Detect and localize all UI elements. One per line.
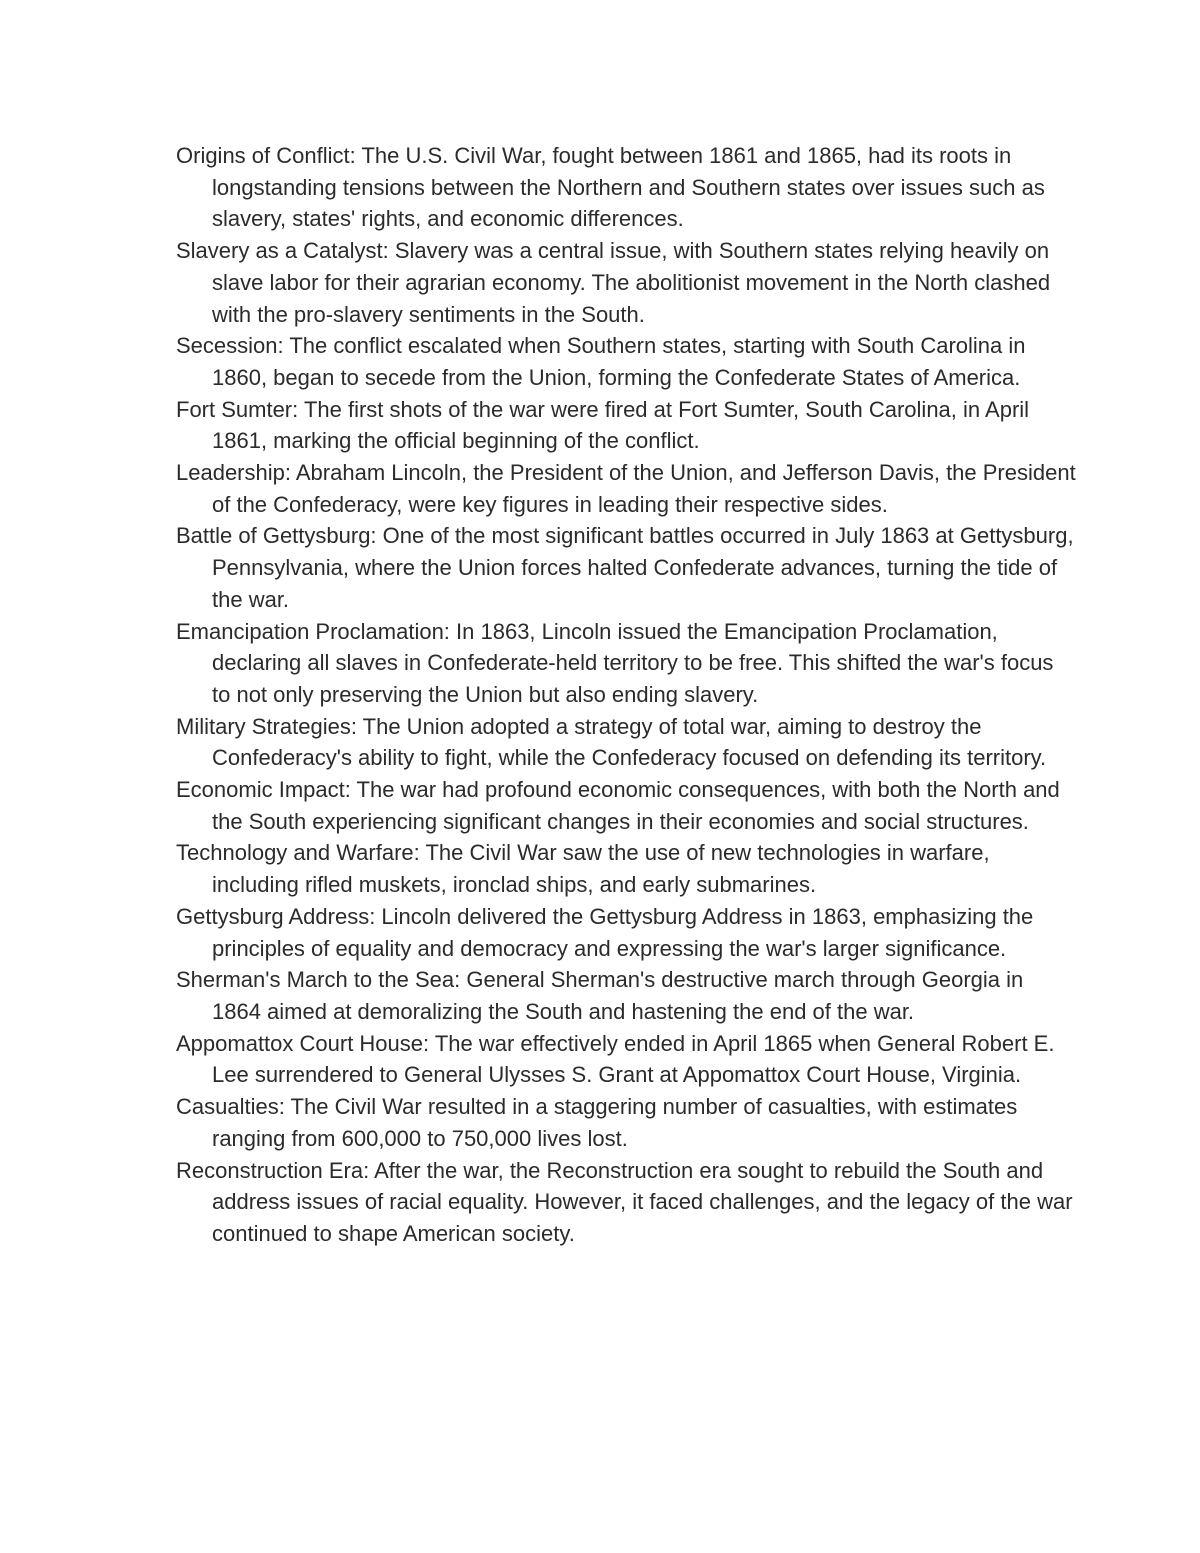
paragraph-shermans-march: Sherman's March to the Sea: General Sherman's destructive march through Georgia in 1864 aimed at demoralizing the South and hastening the end of the war.: [176, 967, 1024, 1024]
paragraph-technology-and-warfare: Technology and Warfare: The Civil War saw the use of new technologies in warfare, including rifled muskets, ironclad ships, and early submarines.: [176, 840, 990, 898]
paragraph-fort-sumter: Fort Sumter: The first shots of the war were fired at Fort Sumter, South Carolina, in April 1861, marking the official beginning of the conflict.: [176, 396, 1030, 454]
paragraph-casualties: Casualties: The Civil War resulted in a staggering number of casualties, with estimates ranging from 600,000 to 750,000 lives lost.: [176, 1094, 1018, 1151]
paragraph-economic-impact: Economic Impact: The war had profound economic consequences, with both the North and the South experiencing significant changes in their economies and social structures.: [176, 777, 1060, 834]
document-body: [176, 140, 1076, 1250]
paragraph-military-strategies: Military Strategies: The Union adopted a strategy of total war, aiming to destroy the Confederacy's ability to fight, while the Confederacy focused on defending its territory.: [176, 713, 1047, 771]
paragraph-emancipation-proclamation: Emancipation Proclamation: In 1863, Lincoln issued the Emancipation Proclamation, declaring all slaves in Confederate-held territory to be free. This shifted the war's focus to not only preserving the Union but also ending slavery.: [176, 618, 1054, 707]
paragraph-gettysburg-address: Gettysburg Address: Lincoln delivered the Gettysburg Address in 1863, emphasizing the principles of equality and democracy and expressing the war's larger significance.: [176, 903, 1034, 961]
paragraph-appomattox-court-house: Appomattox Court House: The war effectively ended in April 1865 when General Robert E. Lee surrendered to General Ulysses S. Grant at Appomattox Court House, Virginia.: [176, 1030, 1055, 1088]
paragraph-secession: Secession: The conflict escalated when Southern states, starting with South Carolina in 1860, began to secede from the Union, forming the Confederate States of America.: [176, 333, 1026, 390]
paragraph-leadership: Leadership: Abraham Lincoln, the President of the Union, and Jefferson Davis, the President of the Confederacy, were key figures in leading their respective sides.: [176, 460, 1076, 517]
paragraph-reconstruction-era: Reconstruction Era: After the war, the Reconstruction era sought to rebuild the South and address issues of racial equality. However, it faced challenges, and the legacy of the war continued to shape American society.: [176, 1157, 1073, 1246]
paragraph-origins-of-conflict: Origins of Conflict: The U.S. Civil War, fought between 1861 and 1865, had its roots in longstanding tensions between the Northern and Southern states over issues such as slavery, states' rights, and economic differences.: [176, 143, 1045, 232]
paragraph-slavery-as-catalyst: Slavery as a Catalyst: Slavery was a central issue, with Southern states relying heavily on slave labor for their agrarian economy. The abolitionist movement in the North clashed with the pro-slavery sentiments in the South.: [176, 238, 1051, 327]
paragraph-battle-of-gettysburg: Battle of Gettysburg: One of the most significant battles occurred in July 1863 at Gettysburg, Pennsylvania, where the Union forces halted Confederate advances, turning the tide of the war.: [176, 523, 1074, 612]
